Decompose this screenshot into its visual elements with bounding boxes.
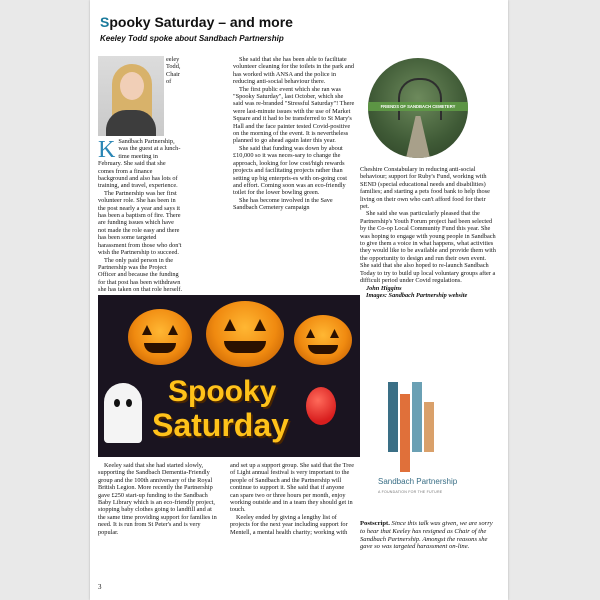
- spooky-saturday-banner: [98, 295, 360, 457]
- pumpkin-icon: [128, 309, 192, 365]
- drop-cap: K: [98, 137, 116, 163]
- col1-para-1: eeley Todd, Chair of Sandbach Partnership, was the guest at a lunch-time meeting in February. She said that she comes from a finance background and also has lots of training, and travel, experience.: [98, 56, 181, 190]
- col3-para-2: She said she was particularly pleased that the Partnership's Youth Forum project had been selected by the Co-op Local Community Fund this year. She was hoping to engage with young people in Sandbach to give them a voice in what happens, what activities they would like to be available and provide them with the opportunity to design and run their own event. She said that she also hoped to re-launch Sandbach Today to try to build up local voluntary groups after a difficult period under Covid regulations.: [360, 210, 496, 285]
- ghost-icon: [104, 383, 142, 443]
- banner-spooky-text: Spooky: [168, 375, 277, 408]
- images-credit: Images: Sandbach Partnership website: [366, 291, 468, 299]
- sandbach-partnership-logo: [378, 372, 478, 502]
- pumpkin-icon: [294, 315, 352, 365]
- column-3: [360, 166, 496, 299]
- article-byline: Keeley Todd spoke about Sandbach Partnership: [100, 34, 284, 43]
- col1-para-3: The only paid person in the Partnership was the Project Officer and because the funding for that post has been withdrawn she has taken on that role herself.: [98, 256, 183, 294]
- balloon-icon: [306, 387, 336, 425]
- logo-tagline: A FOUNDATION FOR THE FUTURE: [378, 490, 443, 494]
- banner-saturday-text: Saturday: [152, 407, 289, 443]
- col3-para-1: Cheshire Constabulary in reducing anti-social behaviour; support for Ruby's Fund, working with SEND (special educational needs and disabilities) families; and starting a pets food bank to help those living on their own who can't afford food for their pet.: [360, 166, 490, 211]
- column-5: [230, 462, 354, 536]
- column-4: [98, 462, 220, 536]
- magazine-page: [90, 0, 508, 600]
- col1-para-2: The Partnership was her first volunteer role. She has been in the post nearly a year and says it has been a baptism of fire. There are funding issues which have not made the role easy and there has been some targeted harassment from those who don't wish the Partnership to succeed.: [98, 189, 182, 257]
- col2-para-3: She said that funding was down by about £10,000 so it was neces-sary to change the approach, looking for low cost/high rewards projects and facilitating projects rather than setting up big enterpris-es with on-going cost and effort. Coming soon was an eco-friendly toilet for the lower bowling green.: [233, 144, 348, 197]
- col4-para-1: Keeley said that she had started slowly, supporting the Sandbach Dementia-Friendly group and the 100th anniversary of the Royal British Legion. More recently the Partnership gave £250 start-up funding to the Sandbach Baby Library which is an eco-friendly project, stopping baby clothes going to landfill and at the same time providing support for families in need. It is run from St Peter's and is very popular.: [98, 462, 217, 536]
- partnership-logo-icon: [378, 372, 458, 472]
- postscript: [360, 520, 496, 551]
- author-credit: John Higgins: [366, 284, 402, 292]
- column-1-text: [98, 56, 183, 296]
- pumpkin-icon: [206, 301, 284, 367]
- col5-para-2: Keeley ended by giving a lengthy list of projects for the next year including support for Mentell, a mental health charity; working with: [230, 513, 348, 536]
- col2-para-1: She said that she has been able to facilitate volunteer cleaning for the toilets in the park and has worked with ANSA and the police in reducing anti-social behaviour there.: [233, 56, 354, 86]
- postscript-text: Since this talk was given, we are sorry to hear that Keeley has resigned as Chair of the Sandbach Partnership. Amongst the reasons she gave so was targeted harassment on-line.: [360, 520, 493, 551]
- cemetery-badge-image: [368, 58, 468, 158]
- col5-para-1: and set up a support group. She said that the Tree of Light annual festival is very important to the people of Sandbach and the Partnership will continue to support it. She said that if anyone can spare two or three hours per month, enjoy working outside and in a team they should get in touch.: [230, 462, 354, 514]
- column-2: [233, 56, 355, 212]
- col2-para-4: She has become involved in the Save Sandbach Cemetery campaign: [233, 196, 333, 212]
- cemetery-badge-label: FRIENDS OF SANDBACH CEMETERY: [368, 102, 468, 111]
- col2-para-2: The first public event which she ran was "Spooky Saturday", last October, which she said was re-branded "Stressful Saturday"! There were last-minute issues with the use of Market Square and it had to be transferred to St Mary's Hall and the face painter tested Covid-positive on the morning of the event. It is nevertheless planned to go ahead again later this year.: [233, 85, 355, 145]
- article-title: Spooky Saturday – and more: [100, 14, 293, 30]
- page-number: 3: [98, 583, 102, 591]
- postscript-label: Postscript.: [360, 520, 390, 527]
- logo-name: Sandbach Partnership: [378, 477, 458, 486]
